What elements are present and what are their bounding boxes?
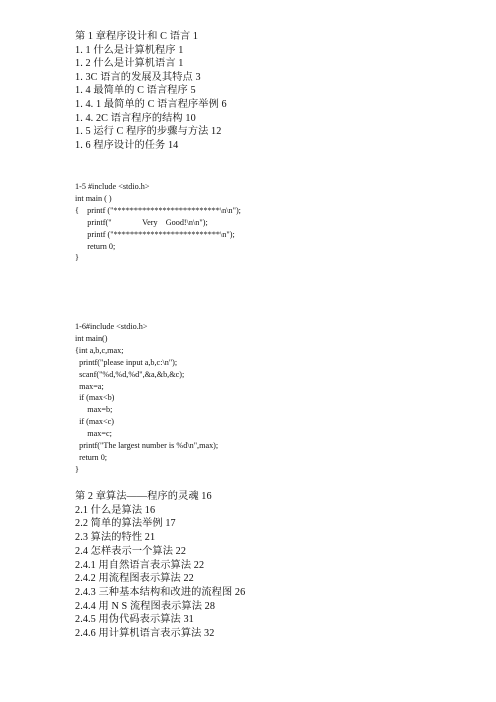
code-line: printf("please input a,b,c:\n"); (75, 357, 178, 367)
toc-entry: 1. 5 运行 C 程序的步骤与方法 12 (75, 126, 222, 138)
toc-chapter-2 (75, 490, 245, 641)
code-line: return 0; (75, 452, 108, 462)
toc-entry: 1. 4. 1 最简单的 C 语言程序举例 6 (75, 98, 227, 110)
toc-entry: 2.4.1 用自然语言表示算法 22 (75, 559, 205, 571)
code-line: int main ( ) (75, 193, 112, 203)
toc-entry: 2.3 算法的特性 21 (75, 532, 156, 544)
code-line: max=b; (75, 405, 113, 415)
toc-entry: 2.4.4 用 N S 流程图表示算法 28 (75, 600, 216, 612)
code-line: if (max<c) (75, 417, 114, 427)
toc-entry: 2.1 什么是算法 16 (75, 504, 156, 516)
code-line: max=c; (75, 429, 112, 439)
code-line: if (max<b) (75, 393, 115, 403)
code-line: {int a,b,c,max; (75, 345, 124, 355)
toc-entry: 1. 6 程序设计的任务 14 (75, 139, 179, 151)
toc-entry: 1. 4. 2C 语言程序的结构 10 (75, 112, 196, 124)
toc-chapter-1 (75, 30, 227, 152)
toc-entry: 第 2 章算法——程序的灵魂 16 (75, 491, 212, 502)
code-line: printf("The largest number is %d\n",max); (75, 441, 219, 451)
code-line: scanf("%d,%d,%d",&a,&b,&c); (75, 369, 185, 379)
code-line: printf ("**************************\n"); (75, 229, 235, 239)
toc-entry: 1. 3C 语言的发展及其特点 3 (75, 71, 201, 83)
toc-entry: 1. 4 最简单的 C 语言程序 5 (75, 85, 196, 97)
code-line: printf(" Very Good!\n\n"); (75, 217, 208, 227)
code-line: max=a; (75, 381, 104, 391)
code-line: 1-6#include <stdio.h> (75, 322, 148, 331)
toc-entry: 2.2 简单的算法举例 17 (75, 518, 176, 530)
code-listing-1-5 (75, 181, 241, 264)
toc-entry: 2.4.3 三种基本结构和改进的流程图 26 (75, 586, 246, 598)
code-line: 1-5 #include <stdio.h> (75, 182, 150, 191)
code-line: } (75, 253, 79, 263)
toc-entry: 第 1 章程序设计和 C 语言 1 (75, 31, 199, 42)
toc-entry: 2.4.6 用计算机语言表示算法 32 (75, 628, 215, 640)
toc-entry: 1. 2 什么是计算机语言 1 (75, 58, 184, 70)
code-line: { printf ("**************************\n\n"); (75, 205, 241, 215)
code-line: return 0; (75, 241, 116, 251)
toc-entry: 2.4.2 用流程图表示算法 22 (75, 573, 194, 585)
toc-entry: 2.4.5 用伪代码表示算法 31 (75, 614, 194, 626)
toc-entry: 1. 1 什么是计算机程序 1 (75, 44, 184, 56)
code-listing-1-6 (75, 321, 218, 476)
toc-entry: 2.4 怎样表示一个算法 22 (75, 545, 187, 557)
code-line: } (75, 464, 79, 474)
code-line: int main() (75, 333, 108, 343)
